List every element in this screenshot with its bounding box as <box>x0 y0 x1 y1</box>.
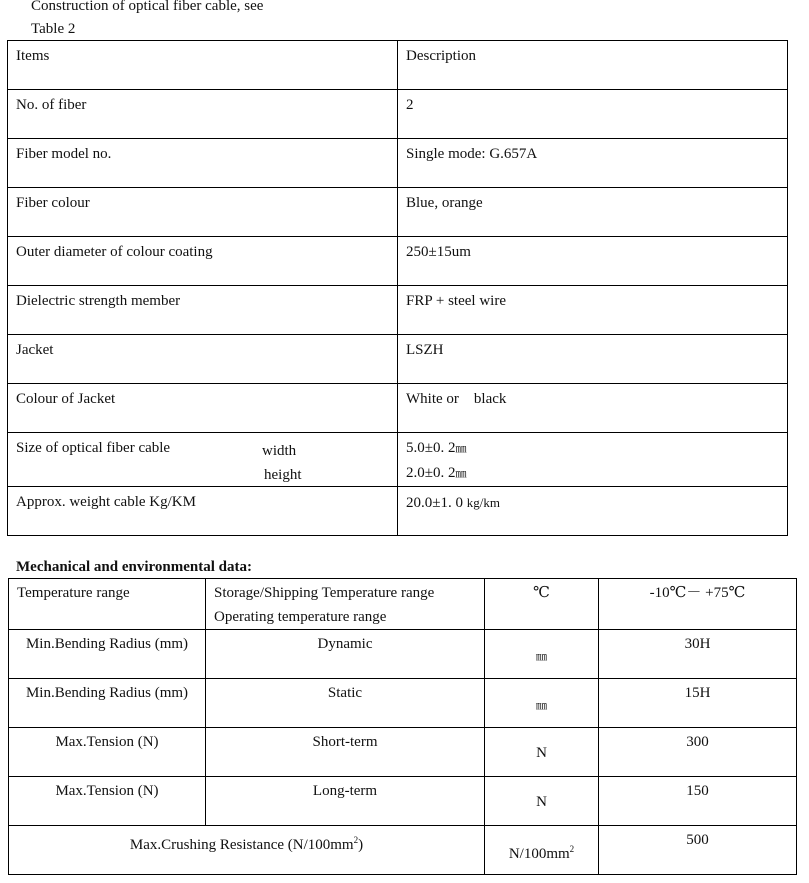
item-cell: Fiber model no. <box>8 139 398 188</box>
temperature-row <box>9 579 797 630</box>
item-cell: Outer diameter of colour coating <box>8 237 398 286</box>
table-row <box>8 139 788 188</box>
row-type: Static <box>206 679 485 728</box>
desc-cell: 2 <box>398 90 788 139</box>
crushing-row <box>9 826 797 875</box>
row-label: Max.Tension (N) <box>9 777 206 826</box>
crush-unit: $N/100mm^2$ <box>485 826 599 875</box>
table-row <box>8 90 788 139</box>
height-label: height <box>264 467 302 483</box>
size-item-cell <box>8 433 398 487</box>
row-unit: ㎜ <box>485 679 599 728</box>
item-cell: Colour of Jacket <box>8 384 398 433</box>
item-cell: Jacket <box>8 335 398 384</box>
temp-label: Temperature range <box>9 579 206 630</box>
row-label: Min.Bending Radius (mm) <box>9 679 206 728</box>
width-label: width <box>262 443 297 459</box>
size-dimensions <box>262 439 302 487</box>
table-row <box>8 335 788 384</box>
row-value: 30H <box>599 630 797 679</box>
construction-table <box>7 40 788 536</box>
header-description: Description <box>398 41 788 90</box>
size-value-cell <box>398 433 788 487</box>
intro-line: Construction of optical fiber cable, see <box>31 0 264 14</box>
table-row <box>8 286 788 335</box>
item-cell: Fiber colour <box>8 188 398 237</box>
size-label: Size of optical fiber cable <box>16 440 171 456</box>
height-value: 2.0±0. 2㎜ <box>406 465 467 481</box>
weight-value-cell: 20.0±1. 0 kg/km <box>398 487 788 536</box>
table-row <box>9 679 797 728</box>
table-row <box>8 237 788 286</box>
table-row <box>8 487 788 536</box>
temp-unit: ℃ <box>485 579 599 630</box>
table-row <box>9 630 797 679</box>
table-row <box>8 188 788 237</box>
desc-cell: LSZH <box>398 335 788 384</box>
row-type: Long-term <box>206 777 485 826</box>
desc-cell: Blue, orange <box>398 188 788 237</box>
row-unit: N <box>485 728 599 777</box>
desc-cell: White or black <box>398 384 788 433</box>
temp-line-operating: Operating temperature range <box>214 609 387 625</box>
table-row <box>8 384 788 433</box>
row-label: Max.Tension (N) <box>9 728 206 777</box>
item-cell: No. of fiber <box>8 90 398 139</box>
table-row <box>9 728 797 777</box>
temp-value: -10℃－ +75℃ <box>599 579 797 630</box>
crush-value: 500 <box>599 826 797 875</box>
section-heading: Mechanical and environmental data: <box>16 559 252 575</box>
mechanical-table <box>8 578 797 875</box>
temp-line-storage: Storage/Shipping Temperature range <box>214 585 435 601</box>
desc-cell: Single mode: G.657A <box>398 139 788 188</box>
row-value: 15H <box>599 679 797 728</box>
table-row <box>9 777 797 826</box>
table-caption: Table 2 <box>31 21 76 37</box>
desc-cell: 250±15um <box>398 237 788 286</box>
size-row <box>8 433 788 487</box>
crush-label: Max.Crushing Resistance $(N/100mm^2)$ <box>9 826 485 875</box>
row-type: Dynamic <box>206 630 485 679</box>
row-unit: ㎜ <box>485 630 599 679</box>
row-type: Short-term <box>206 728 485 777</box>
table-header-row <box>8 41 788 90</box>
width-value: 5.0±0. 2㎜ <box>406 440 467 456</box>
item-cell: Approx. weight cable Kg/KM <box>8 487 398 536</box>
row-value: 300 <box>599 728 797 777</box>
row-unit: N <box>485 777 599 826</box>
item-cell: Dielectric strength member <box>8 286 398 335</box>
header-items: Items <box>8 41 398 90</box>
row-label: Min.Bending Radius (mm) <box>9 630 206 679</box>
row-value: 150 <box>599 777 797 826</box>
temp-description <box>206 579 485 630</box>
desc-cell: FRP + steel wire <box>398 286 788 335</box>
